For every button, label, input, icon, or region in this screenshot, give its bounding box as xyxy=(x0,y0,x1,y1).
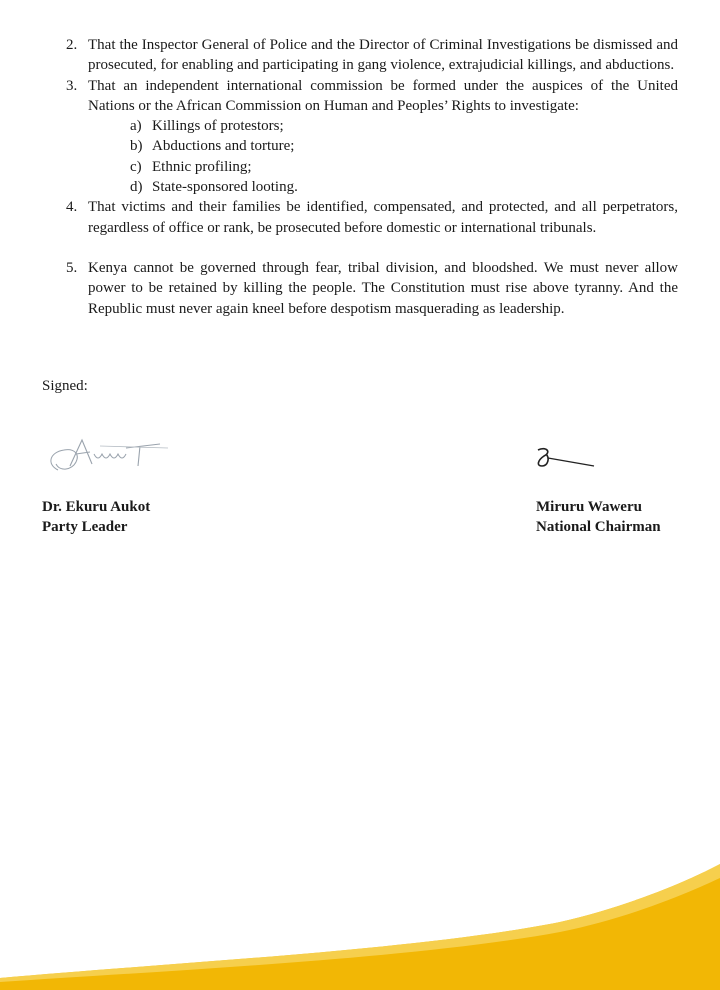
sub-letter: d) xyxy=(130,179,143,196)
list-item xyxy=(60,76,678,117)
item-number: 3. xyxy=(66,77,78,94)
item-number: 2. xyxy=(66,37,78,53)
sub-text: State-sponsored looting. xyxy=(152,179,298,196)
signatory-title: Party Leader xyxy=(42,519,128,535)
list-item xyxy=(60,35,678,76)
sublist-item xyxy=(60,157,678,177)
signatory-name: Dr. Ekuru Aukot xyxy=(42,499,151,515)
list-item xyxy=(60,258,678,319)
signature-left-image xyxy=(40,430,190,480)
sub-letter: b) xyxy=(130,138,143,155)
item-text: Kenya cannot be governed through fear, tribal division, and bloodshed. We must never allow power to be retained by killing the people. The Constitution must rise above tyranny. And the Republic must never again kneel before despotism masquerading as leadership. xyxy=(88,259,678,317)
sublist-item xyxy=(60,136,678,156)
item-text: That the Inspector General of Police and the Director of Criminal Investigations be dismissed and prosecuted, for enabling and participating in gang violence, extrajudicial killings, and abductions. xyxy=(88,37,678,74)
sublist-item xyxy=(60,177,678,197)
item-number: 4. xyxy=(66,199,78,216)
sub-text: Killings of protestors; xyxy=(152,118,284,135)
signatory-left xyxy=(42,497,150,537)
demands-list xyxy=(60,35,678,319)
list-item xyxy=(60,197,678,238)
signatory-title: National Chairman xyxy=(536,519,661,535)
sub-text: Ethnic profiling; xyxy=(152,158,252,175)
signatory-name: Miruru Waweru xyxy=(536,499,642,515)
sublist-item xyxy=(60,116,678,136)
item-number: 5. xyxy=(66,259,78,276)
signatory-right xyxy=(536,497,661,537)
investigation-sublist xyxy=(60,116,678,197)
signed-label: Signed: xyxy=(42,378,88,394)
sub-text: Abductions and torture; xyxy=(152,138,295,155)
sub-letter: a) xyxy=(130,118,142,135)
sub-letter: c) xyxy=(130,158,142,175)
item-text: That an independent international commission be formed under the auspices of the United Nations or the African Commission on Human and Peoples’ Rights to investigate: xyxy=(88,77,678,114)
item-text: That victims and their families be identified, compensated, and protected, and all perpetrators, regardless of office or rank, be prosecuted before domestic or international tribunals. xyxy=(88,199,678,236)
signature-right-image xyxy=(530,438,600,474)
